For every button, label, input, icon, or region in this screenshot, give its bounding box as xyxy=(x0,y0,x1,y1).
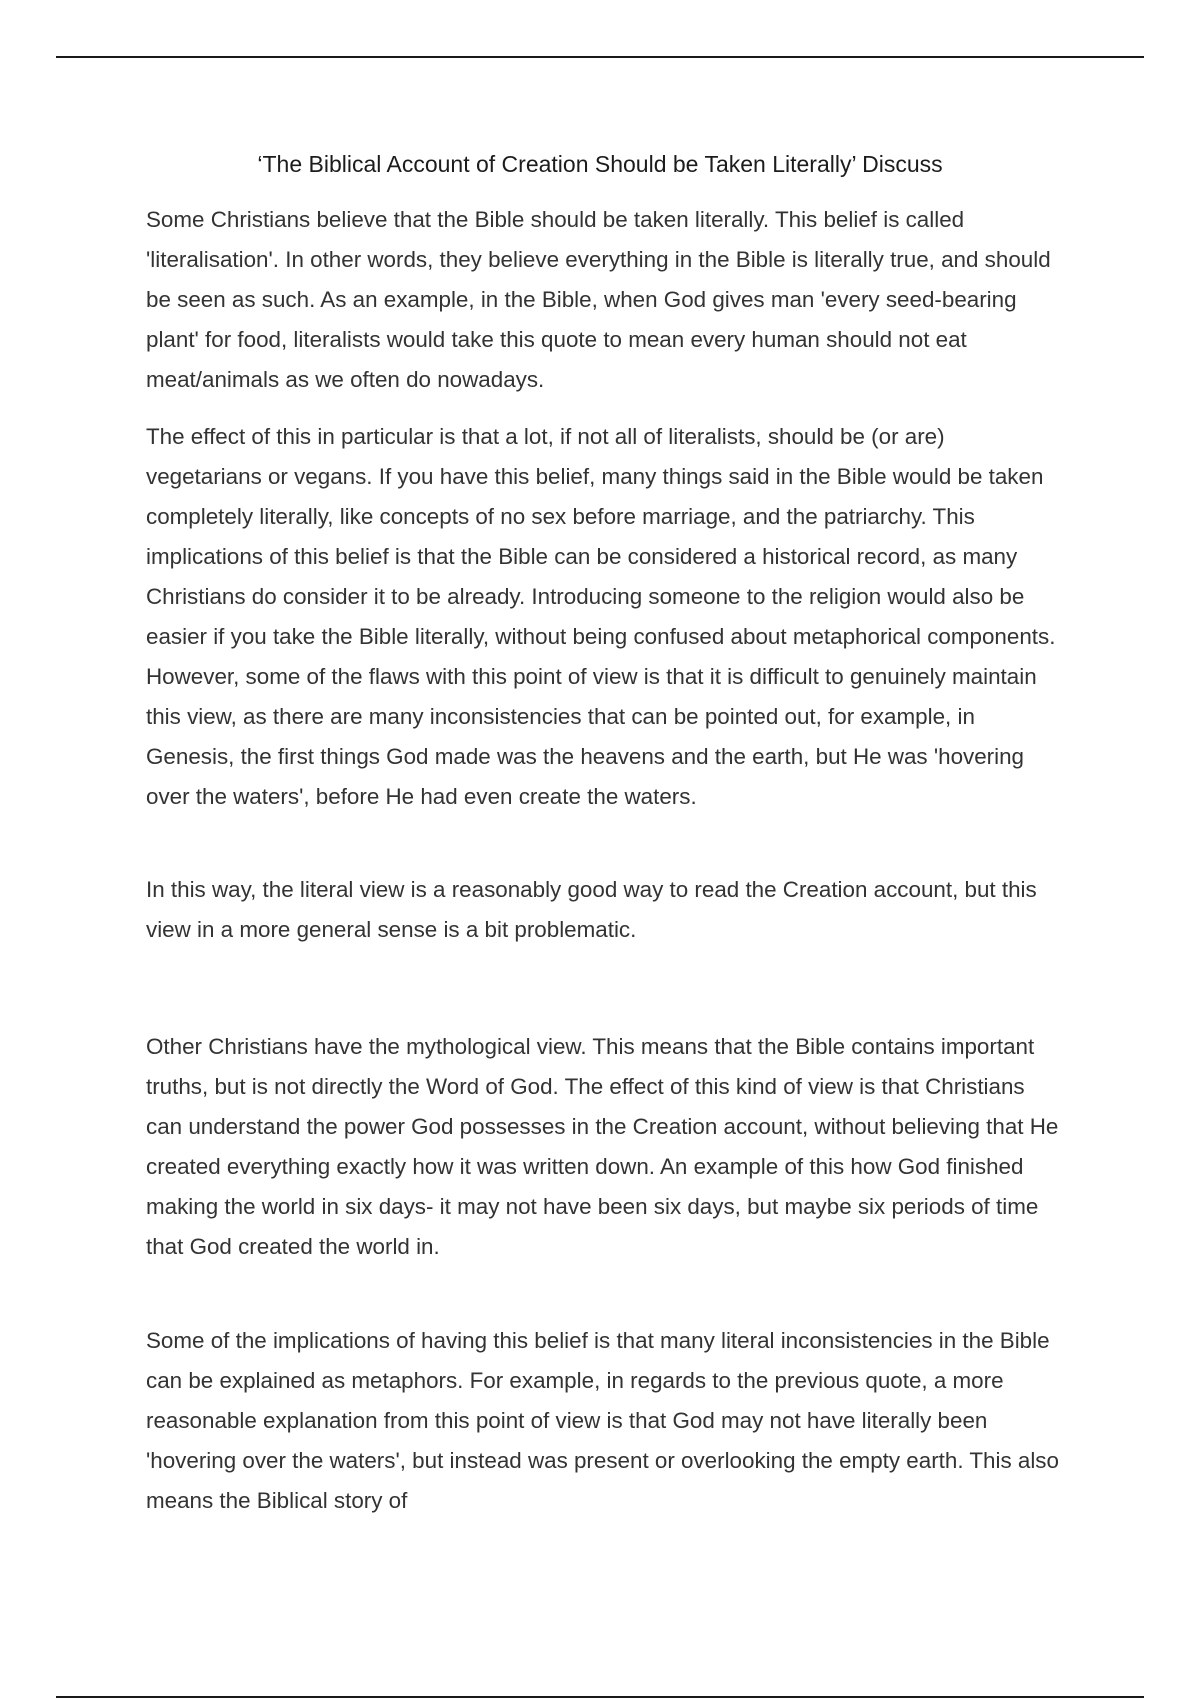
paragraph-literal-view-conclusion: In this way, the literal view is a reasonably good way to read the Creation account, but this view in a more general sense is a bit problematic. xyxy=(146,877,1037,942)
paragraph-mythological-view-implications: Some of the implications of having this belief is that many literal inconsistencies in the Bible can be explained as metaphors. For example, in regards to the previous quote, a more reasonable explanation from this point of view is that God may not have literally been 'hovering over the waters', but instead was present or overlooking the empty earth. This also means the Biblical story of xyxy=(146,1328,1059,1513)
paragraph-literal-view-intro: Some Christians believe that the Bible should be taken literally. This belief is called 'literalisation'. In other words, they believe everything in the Bible is literally true, and should be seen as such. As an example, in the Bible, when God gives man 'every seed-bearing plant' for food, literalists would take this quote to mean every human should not eat meat/animals as we often do nowadays. xyxy=(146,207,1051,392)
page-bottom-rule xyxy=(56,1696,1144,1698)
paragraph-mythological-view-intro: Other Christians have the mythological view. This means that the Bible contains important truths, but is not directly the Word of God. The effect of this kind of view is that Christians can understand the power God possesses in the Creation account, without believing that He created everything exactly how it was written down. An example of this how God finished making the world in six days- it may not have been six days, but maybe six periods of time that God created the world in. xyxy=(146,1034,1059,1259)
page-top-rule xyxy=(56,56,1144,58)
document-title: ‘The Biblical Account of Creation Should be Taken Literally’ Discuss xyxy=(257,151,943,177)
paragraph-literal-view-effects: The effect of this in particular is that a lot, if not all of literalists, should be (or are) vegetarians or vegans. If you have this belief, many things said in the Bible would be taken completely literally, like concepts of no sex before marriage, and the patriarchy. This implications of this belief is that the Bible can be considered a historical record, as many Christians do consider it to be already. Introducing someone to the religion would also be easier if you take the Bible literally, without being confused about metaphorical components. However, some of the flaws with this point of view is that it is difficult to genuinely maintain this view, as there are many inconsistencies that can be pointed out, for example, in Genesis, the first things God made was the heavens and the earth, but He was 'hovering over the waters', before He had even create the waters. xyxy=(146,424,1056,809)
